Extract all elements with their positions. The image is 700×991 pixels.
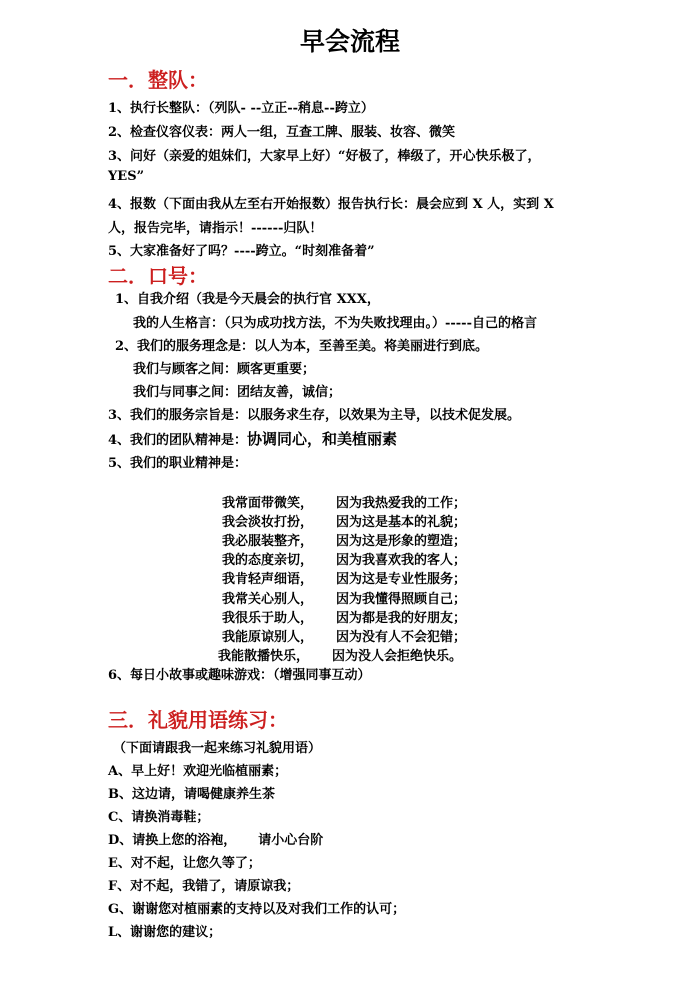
- poem-line-left: 我必服装整齐，: [222, 534, 314, 550]
- courtesy-d-part1: D、请换上您的浴袍，: [108, 833, 237, 848]
- courtesy-intro: （下面请跟我一起来练习礼貌用语）: [113, 741, 322, 756]
- slogan-item-1-motto: 我的人生格言：（只为成功找方法，不为失败找理由。）-----自己的格言: [133, 316, 537, 331]
- poem-line-left: 我能散播快乐，: [218, 648, 310, 664]
- slogan-item-2: 2、我们的服务理念是：以人为本，至善至美。将美丽进行到底。: [115, 339, 489, 354]
- lineup-step-3-cont: YES”: [108, 169, 145, 184]
- poem-line-left: 我常关心别人，: [222, 591, 314, 607]
- courtesy-f: F、对不起，我错了，请原谅我；: [108, 879, 300, 894]
- slogan-item-3: 3、我们的服务宗旨是：以服务求生存，以效果为主导，以技术促发展。: [108, 408, 521, 423]
- courtesy-d: [108, 829, 323, 848]
- poem-line-right: 因为这是形象的塑造；: [336, 534, 467, 550]
- poem-line-left: 我肯轻声细语，: [222, 572, 314, 588]
- lineup-step-4: 4、报数（下面由我从左至右开始报数）报告执行长：晨会应到 X 人，实到 X: [108, 197, 554, 212]
- poem-line-right: 因为我热爱我的工作；: [336, 496, 467, 511]
- poem-line-right: 因为我喜欢我的客人；: [336, 553, 467, 569]
- courtesy-d-part2: 请小心台阶: [258, 833, 324, 848]
- lineup-step-4-cont: 人，报告完毕，请指示！------归队！: [108, 221, 323, 236]
- courtesy-l: L、谢谢您的建议；: [108, 925, 222, 940]
- poem-line-right: 因为没人会拒绝快乐。: [332, 648, 463, 664]
- slogan-item-5: 5、我们的职业精神是：: [108, 456, 248, 471]
- poem-line-right: 因为这是专业性服务；: [336, 572, 467, 588]
- slogan-item-2-colleagues: 我们与同事之间：团结友善，诚信；: [133, 385, 342, 400]
- courtesy-b: B、这边请，请喝健康养生茶: [108, 787, 275, 802]
- slogan-item-1: 1、自我介绍（我是今天晨会的执行官 XXX，: [115, 292, 380, 307]
- poem-line-left: 我很乐于助人，: [222, 610, 314, 626]
- lineup-step-1: 1、执行长整队：（列队- --立正--稍息--跨立）: [108, 101, 374, 116]
- courtesy-g: G、谢谢您对植丽素的支持以及对我们工作的认可；: [108, 902, 406, 917]
- section-heading-courtesy: 三．礼貌用语练习：: [108, 708, 288, 732]
- lineup-step-2: 2、检查仪容仪表：两人一组，互查工牌、服装、妆容、微笑: [108, 125, 456, 140]
- slogan-item-2-customers: 我们与顾客之间：顾客更重要；: [133, 362, 316, 377]
- poem-line-right: 因为我懂得照顾自己；: [336, 591, 467, 607]
- lineup-step-5: 5、大家准备好了吗？----跨立。“时刻准备着”: [108, 244, 375, 259]
- courtesy-e: E、对不起，让您久等了；: [108, 856, 261, 871]
- page-title: 早会流程: [299, 27, 400, 56]
- poem-line-left: 我会淡妆打扮，: [222, 515, 314, 531]
- team-spirit-text: 协调同心，和美植丽素: [247, 430, 398, 448]
- slogan-item-4-label: 4、我们的团队精神是：: [108, 433, 248, 448]
- poem-line-left: 我常面带微笑，: [222, 496, 314, 511]
- section-heading-slogan: 二．口号：: [108, 264, 208, 288]
- slogan-item-6: 6、每日小故事或趣味游戏：（增强同事互动）: [108, 668, 371, 683]
- lineup-step-3: 3、问好（亲爱的姐妹们，大家早上好）“好极了，棒级了，开心快乐极了，: [108, 149, 541, 164]
- courtesy-c: C、请换消毒鞋；: [108, 810, 210, 825]
- poem-line-right: 因为都是我的好朋友；: [336, 610, 467, 626]
- poem-line-right: 因为这是基本的礼貌；: [336, 515, 467, 531]
- section-heading-lineup: 一．整队：: [108, 68, 208, 92]
- slogan-item-4: [108, 428, 397, 449]
- poem-line-left: 我能原谅别人，: [222, 629, 314, 645]
- courtesy-a: A、早上好！欢迎光临植丽素；: [108, 764, 288, 779]
- poem-line-left: 我的态度亲切，: [222, 553, 314, 569]
- poem-line-right: 因为没有人不会犯错；: [336, 629, 467, 645]
